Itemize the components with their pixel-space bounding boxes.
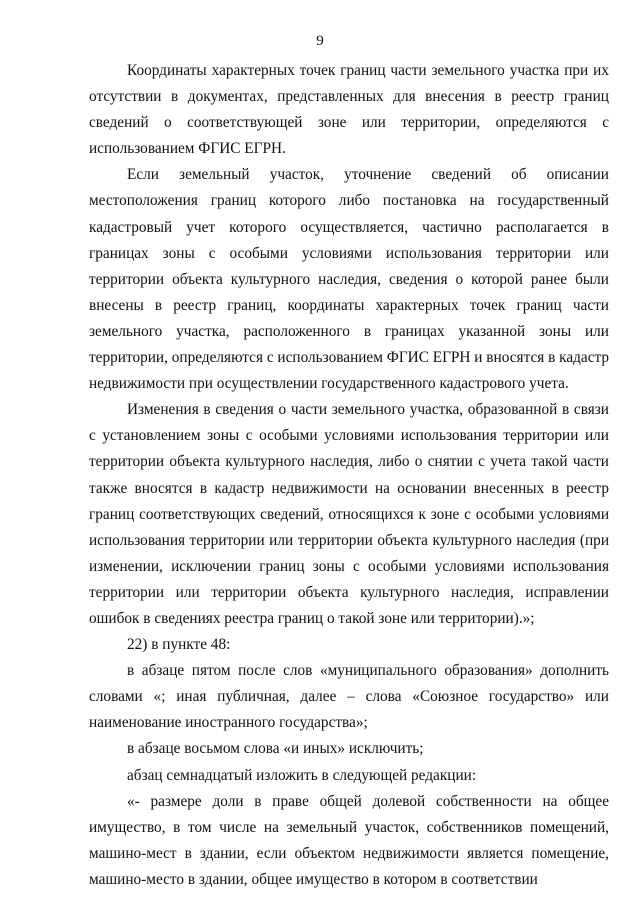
paragraph-fifth-abzac: в абзаце пятом после слов «муниципального образования» дополнить словами «; иная публичная, далее – слова «Союзное государство» или наименование иностранного государства»; xyxy=(89,662,609,732)
paragraph-changes-in-part: Изменения в сведения о части земельного участка, образованной в связи с установлением зоны с особыми условиями использования территории или территории объекта культурного наследия, либо о снятии с учета такой части также вносятся в кадастр недвижимости на основании внесенных в реестр границ соответствующих сведений, относящихся к зоне с особыми условиями использования территории или территории объекта культурного наследия (при изменении, исключении границ зоны с особыми условиями использования территории или территории объекта культурного наследия, исправлении ошибок в сведениях реестра границ о такой зоне или территории).»; xyxy=(89,401,609,627)
paragraph-seventeenth-abzac: абзац семнадцатый изложить в следующей редакции: xyxy=(127,766,477,784)
paragraph-partial-location: Если земельный участок, уточнение сведений об описании местоположения границ которого либо постановка на государственный кадастровый учет которого осуществляется, частично располагается в границах зоны с особыми условиями использования территории или территории объекта культурного наследия, сведения о которой ранее были внесены в реестр границ, координаты характерных точек границ части земельного участка, расположенного в границах указанной зоны или территории, определяются с использованием ФГИС ЕГРН и вносятся в кадастр недвижимости при осуществлении государственного кадастрового учета. xyxy=(89,166,610,393)
paragraph-eighth-abzac: в абзаце восьмом слова «и иных» исключить; xyxy=(127,740,424,758)
list-item-point-48: 22) в пункте 48: xyxy=(127,636,231,654)
page-number: 9 xyxy=(316,33,324,49)
paragraph-coordinates-absence: Координаты характерных точек границ части земельного участка при их отсутствии в документах, представленных для внесения в реестр границ сведений о соответствующей зоне или территории, определяются с использованием ФГИС ЕГРН. xyxy=(89,62,609,158)
paragraph-share-size: «- размере доли в праве общей долевой собственности на общее имущество, в том числе на земельный участок, собственников помещений, машино-мест в здании, если объектом недвижимости является помещение, машино-место в здании, общее имущество в котором в соответствии xyxy=(89,792,609,888)
document-body xyxy=(89,58,609,893)
